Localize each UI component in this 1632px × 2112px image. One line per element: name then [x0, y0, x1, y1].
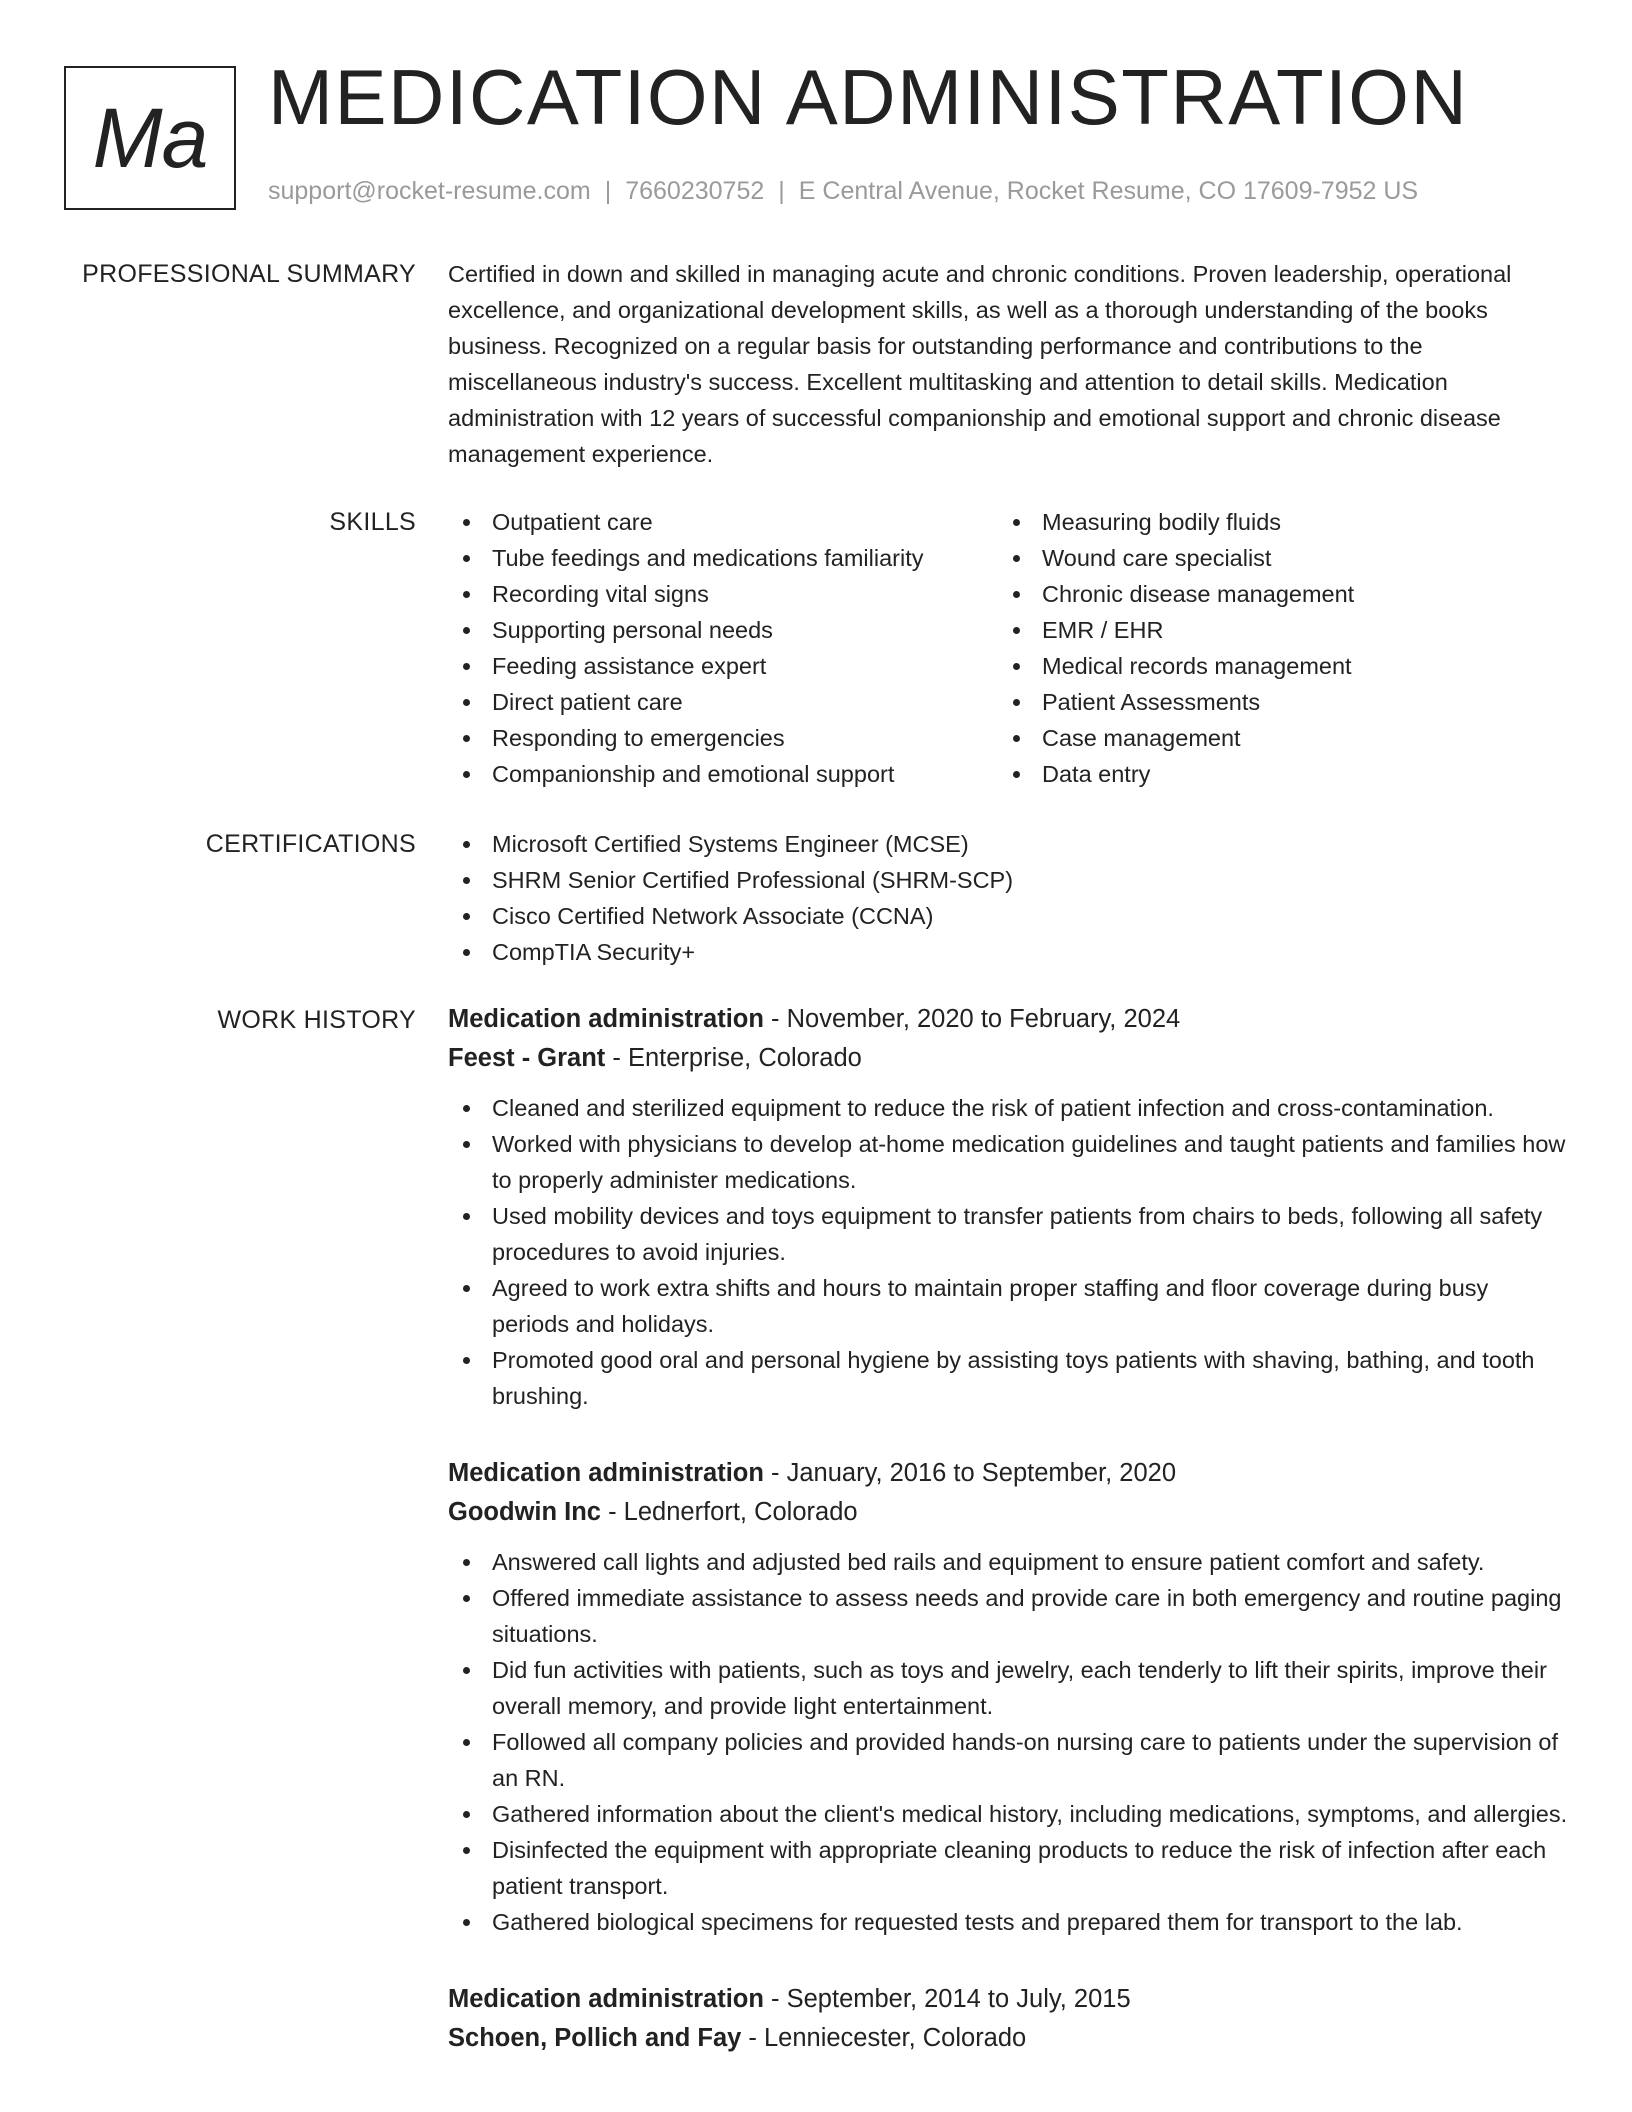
skill-item: Wound care specialist — [998, 540, 1548, 576]
job-bullets — [448, 1090, 1568, 1414]
job-bullet: Worked with physicians to develop at-home medication guidelines and taught patients and families how to properly administer medications. — [448, 1126, 1568, 1198]
job-bullet: Cleaned and sterilized equipment to reduce the risk of patient infection and cross-contamination. — [448, 1090, 1568, 1126]
job-title: Medication administration — [448, 1005, 764, 1033]
section-label-summary: PROFESSIONAL SUMMARY — [82, 260, 416, 288]
contact-email[interactable]: support@rocket-resume.com — [268, 177, 591, 205]
job-bullet: Disinfected the equipment with appropriate cleaning products to reduce the risk of infection after each patient transport. — [448, 1832, 1568, 1904]
summary-text: Certified in down and skilled in managing acute and chronic conditions. Proven leadership, operational excellence, and organizational development skills, as well as a thorough understanding of the books business. Recognized on a regular basis for outstanding performance and contributions to the miscellaneous industry's success. Excellent multitasking and attention to detail skills. Medication administration with 12 years of successful companionship and emotional support and chronic disease management experience. — [448, 261, 1512, 467]
job-dates: - September, 2014 to July, 2015 — [763, 1985, 1131, 2013]
skill-item: Companionship and emotional support — [448, 756, 998, 792]
skill-item: Outpatient care — [448, 504, 998, 540]
contact-separator: | — [778, 177, 785, 205]
section-label-work-history: WORK HISTORY — [217, 1006, 416, 1034]
section-label-skills: SKILLS — [329, 508, 416, 536]
job-location: - Lenniecester, Colorado — [741, 2024, 1027, 2052]
job-entry — [448, 1980, 1568, 2058]
job-bullet: Promoted good oral and personal hygiene by assisting toys patients with shaving, bathing, and tooth brushing. — [448, 1342, 1568, 1414]
certification-item: CompTIA Security+ — [448, 934, 1568, 970]
jobs-container — [448, 1000, 1568, 2098]
job-location: - Enterprise, Colorado — [605, 1044, 862, 1072]
contact-address: E Central Avenue, Rocket Resume, CO 17609-7952 US — [798, 177, 1419, 205]
job-dates: - November, 2020 to February, 2024 — [763, 1005, 1181, 1033]
job-dates: - January, 2016 to September, 2020 — [763, 1459, 1176, 1487]
skill-item: Feeding assistance expert — [448, 648, 998, 684]
skills-list-right — [998, 504, 1548, 792]
contact-separator: | — [604, 177, 612, 205]
job-location: - Lednerfort, Colorado — [601, 1498, 858, 1526]
section-label-certifications: CERTIFICATIONS — [205, 830, 416, 858]
certification-item: Microsoft Certified Systems Engineer (MCSE) — [448, 826, 1568, 862]
job-title: Medication administration — [448, 1985, 764, 2013]
job-entry — [448, 1454, 1568, 1940]
skills-list-left — [448, 504, 998, 792]
job-bullet: Agreed to work extra shifts and hours to maintain proper staffing and floor coverage during busy periods and holidays. — [448, 1270, 1568, 1342]
job-company-line — [448, 1038, 1568, 1078]
skill-item: Recording vital signs — [448, 576, 998, 612]
skill-item: Tube feedings and medications familiarity — [448, 540, 998, 576]
job-title-line — [448, 1980, 1568, 2018]
skill-item: Supporting personal needs — [448, 612, 998, 648]
monogram-badge — [64, 66, 236, 210]
skill-item: Direct patient care — [448, 684, 998, 720]
skill-item: EMR / EHR — [998, 612, 1548, 648]
job-bullet: Gathered information about the client's medical history, including medications, symptoms, and allergies. — [448, 1796, 1568, 1832]
skill-item: Measuring bodily fluids — [998, 504, 1548, 540]
job-entry — [448, 1000, 1568, 1414]
certification-item: SHRM Senior Certified Professional (SHRM-SCP) — [448, 862, 1568, 898]
skill-item: Medical records management — [998, 648, 1548, 684]
job-company: Feest - Grant — [448, 1044, 606, 1072]
skill-item: Chronic disease management — [998, 576, 1548, 612]
candidate-name: MEDICATION ADMINISTRATION — [268, 53, 1469, 141]
contact-phone[interactable]: 7660230752 — [625, 177, 765, 205]
job-company: Goodwin Inc — [448, 1498, 601, 1526]
job-company-line — [448, 2018, 1568, 2058]
job-bullet: Answered call lights and adjusted bed rails and equipment to ensure patient comfort and safety. — [448, 1544, 1568, 1580]
job-bullet: Used mobility devices and toys equipment to transfer patients from chairs to beds, following all safety procedures to avoid injuries. — [448, 1198, 1568, 1270]
job-bullet: Gathered biological specimens for requested tests and prepared them for transport to the lab. — [448, 1904, 1568, 1940]
job-bullet: Followed all company policies and provided hands-on nursing care to patients under the supervision of an RN. — [448, 1724, 1568, 1796]
job-bullets — [448, 1544, 1568, 1940]
job-title: Medication administration — [448, 1459, 764, 1487]
job-company-line — [448, 1492, 1568, 1532]
job-bullet: Did fun activities with patients, such as toys and jewelry, each tenderly to lift their spirits, improve their overall memory, and provide light entertainment. — [448, 1652, 1568, 1724]
job-company: Schoen, Pollich and Fay — [448, 2024, 742, 2052]
skill-item: Case management — [998, 720, 1548, 756]
skill-item: Patient Assessments — [998, 684, 1548, 720]
skill-item: Responding to emergencies — [448, 720, 998, 756]
certification-item: Cisco Certified Network Associate (CCNA) — [448, 898, 1568, 934]
job-title-line — [448, 1000, 1568, 1038]
contact-line — [268, 176, 1418, 206]
job-title-line — [448, 1454, 1568, 1492]
monogram-text: Ma — [92, 91, 208, 185]
certifications-list — [448, 826, 1568, 970]
skill-item: Data entry — [998, 756, 1548, 792]
job-bullet: Offered immediate assistance to assess needs and provide care in both emergency and routine paging situations. — [448, 1580, 1568, 1652]
